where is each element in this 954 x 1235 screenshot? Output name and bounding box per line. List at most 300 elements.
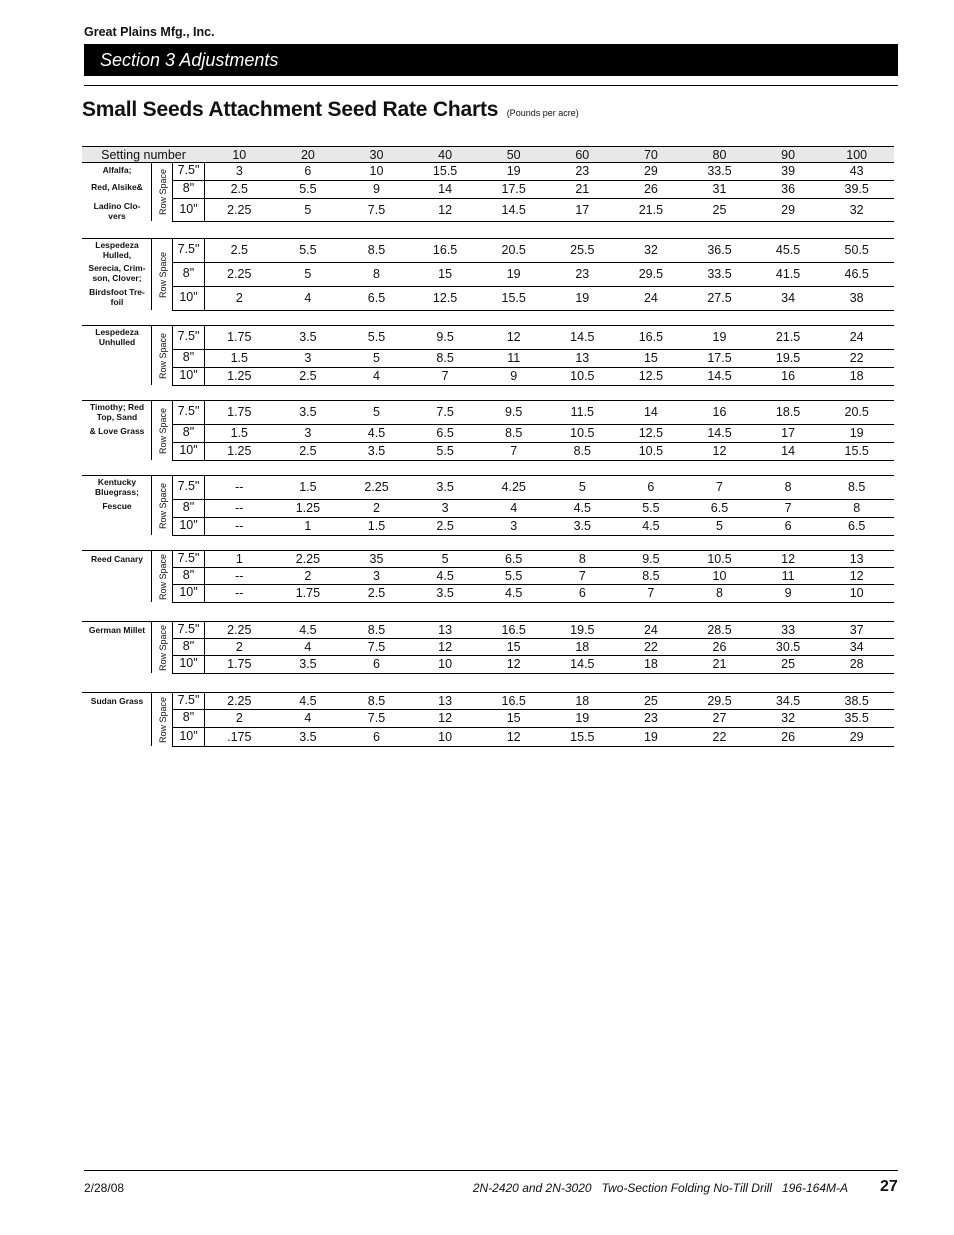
rate-cell: 32 [643,243,658,257]
rate-cell: 3.5 [436,480,454,494]
rate-cell: 1.75 [295,586,321,600]
row-spacing-cell: 10" [172,655,205,674]
row-spacing-cell: 10" [172,517,205,536]
rate-cell: 8.5 [436,351,454,365]
rate-cell: 2.5 [230,243,248,257]
rate-cell: 12 [849,569,864,583]
setting-header-cell: 10 [232,148,247,162]
row-spacing-cell: 8" [172,499,205,518]
row-spacing-cell: 7.5" [172,238,205,263]
row-spacing-cell: 10" [172,367,205,386]
table-row [172,326,894,350]
rate-cell: 5.5 [299,243,317,257]
rate-cell: 7 [578,569,586,583]
row-spacing-cell: 7.5" [172,325,205,350]
rate-cell: 5.5 [436,444,454,458]
table-row [172,728,894,747]
crop-block [82,400,894,460]
rate-cell: 29 [643,164,658,178]
rate-cell: 25.5 [570,243,595,257]
rate-cell: 39 [781,164,796,178]
row-space-column [151,476,173,535]
rate-cell: 7 [784,501,792,515]
rate-cell: 18 [643,657,658,671]
rate-cell: 10 [438,657,453,671]
rate-cell: 6 [373,730,380,744]
rate-cell: 1.25 [227,444,252,458]
rate-cell: 4.5 [642,519,660,533]
rate-cell: 14.5 [501,203,526,217]
rate-cell: 5 [716,519,723,533]
table-row [172,401,894,425]
rate-cell: 3.5 [299,405,317,419]
rate-cell: 25 [643,694,658,708]
rate-cell: 19.5 [570,623,595,637]
rate-cell: 2 [235,711,243,725]
rate-cell: 23 [575,267,590,281]
rate-cell: 10 [369,164,384,178]
row-spacing-cell: 10" [172,198,205,222]
header-rule [84,85,898,86]
rate-cell: 6 [578,586,586,600]
rate-cell: 19 [506,267,521,281]
rate-cell: 6 [373,657,380,671]
rate-cell: 4 [510,501,518,515]
row-spacing-cell: 8" [172,424,205,443]
rate-cell: 4 [304,640,312,654]
crop-name-label: Red, Alsike& [91,182,143,192]
row-space-column [151,163,173,221]
rate-cell: 19 [506,164,521,178]
rate-cell: 16.5 [501,623,526,637]
rate-cell: 7 [716,480,723,494]
rate-cell: 10 [712,569,727,583]
rate-cell: 21.5 [775,330,801,344]
rate-cell: 4.5 [299,623,317,637]
rate-cell: 13 [849,552,864,566]
row-spacing-cell: 10" [172,442,205,461]
table-row [172,622,894,639]
rate-cell: 2.5 [230,182,248,196]
rate-cell: .175 [227,730,252,744]
rate-cell: 2 [304,569,312,583]
rate-cell: 12 [712,444,727,458]
rate-cell: 2.5 [299,369,317,383]
rate-cell: 8.5 [573,444,591,458]
rate-cell: 34 [781,291,796,305]
rate-cell: 8.5 [367,694,386,708]
row-spacing-cell: 7.5" [172,692,205,710]
rate-cell: 2.5 [436,519,454,533]
rate-cell: 1 [304,519,312,533]
crop-block [82,621,894,673]
page-title-units: (Pounds per acre) [506,108,579,118]
rate-cell: -- [235,569,244,583]
rate-cell: 5.5 [299,182,317,196]
row-space-label: Row Space [157,696,168,743]
rate-cell: 8.5 [504,426,523,440]
rate-cell: 6.5 [436,426,454,440]
rate-cell: 29 [849,730,864,744]
crop-name-label: German Millet [88,625,146,635]
rate-cell: 25 [781,657,796,671]
crop-name-label: Sudan Grass [90,696,144,706]
rate-cell: 19 [575,711,590,725]
page-number: 27 [880,1178,898,1195]
rate-cell: 3 [235,164,243,178]
row-spacing-cell: 8" [172,262,205,287]
rate-cell: -- [235,480,244,494]
rate-cell: 2 [373,501,380,515]
crop-name-label: Alfalfa; [102,165,132,175]
rate-cell: 5 [304,267,312,281]
rate-cell: 4.5 [573,501,591,515]
rate-cell: 8.5 [847,480,866,494]
rate-cell: 19 [643,730,658,744]
row-spacing-cell: 7.5" [172,162,205,181]
section-header-bar: Section 3 Adjustments [84,44,898,76]
rate-cell: 11 [507,351,521,365]
rate-cell: 14.5 [707,426,732,440]
rate-cell: 19 [575,291,590,305]
rate-cell: 26 [781,730,796,744]
rate-cell: 39.5 [844,182,869,196]
rate-cell: 27 [712,711,727,725]
rate-cell: 7 [510,444,518,458]
rate-cell: 18 [849,369,864,383]
rate-cell: 6.5 [847,519,866,533]
company-name: Great Plains Mfg., Inc. [84,25,215,39]
rate-cell: 16.5 [638,330,664,344]
rate-cell: 15.5 [844,444,869,458]
rate-cell: 15 [506,711,521,725]
row-spacing-cell: 7.5" [172,400,205,425]
rate-cell: 29 [781,203,796,217]
rate-cell: 7.5 [367,203,386,217]
rate-cell: -- [235,586,244,600]
rate-cell: 37 [849,623,864,637]
row-space-label: Row Space [157,332,168,379]
row-spacing-cell: 8" [172,638,205,656]
rate-cell: 7.5 [436,405,454,419]
crop-block [82,692,894,746]
rate-cell: 23 [643,711,658,725]
setting-header-cell: 80 [712,148,727,162]
rate-cell: 46.5 [844,267,869,281]
rate-cell: 12.5 [432,291,458,305]
rate-cell: 3.5 [436,586,454,600]
rate-cell: 13 [438,694,453,708]
rate-cell: 36.5 [707,243,732,257]
rate-cell: 7 [441,369,449,383]
setting-header-cell: 70 [643,148,658,162]
rate-cell: 2.25 [227,623,252,637]
rate-cell: 12 [781,552,796,566]
rate-cell: 1.75 [227,330,252,344]
rate-cell: 22 [849,351,864,365]
crop-name-label: Kentucky Bluegrass; [95,477,139,497]
rate-cell: 13 [438,623,453,637]
crop-name-label: Birdsfoot Tre- foil [89,287,145,307]
row-spacing-cell: 8" [172,349,205,368]
rate-cell: 24 [643,291,658,305]
rate-cell: 6.5 [504,552,523,566]
rate-cell: 20.5 [501,243,526,257]
table-row [172,500,894,518]
rate-cell: 5 [373,405,380,419]
rate-cell: 1.75 [227,657,252,671]
rate-cell: 33 [781,623,796,637]
rate-cell: 14 [781,444,796,458]
rate-cell: 30.5 [775,640,801,654]
rate-cell: 4 [304,291,312,305]
rate-cell: 15 [643,351,658,365]
rate-cell: 18.5 [775,405,801,419]
rate-cell: 15 [438,267,453,281]
setting-header-cell: 60 [575,148,590,162]
seed-rate-table-header [82,146,894,163]
rate-cell: 5 [373,351,380,365]
rate-cell: 26 [712,640,727,654]
setting-header-cell: 40 [438,148,453,162]
rate-cell: 50.5 [844,243,869,257]
rate-cell: 14 [643,405,658,419]
rate-cell: 19 [712,330,727,344]
row-space-label: Row Space [157,482,168,529]
rate-cell: 16 [712,405,727,419]
rate-cell: 11 [781,569,795,583]
table-row [172,518,894,536]
rate-cell: 4.25 [501,480,526,494]
rate-cell: 14.5 [707,369,732,383]
rate-cell: 12 [438,711,453,725]
crop-block [82,325,894,385]
rate-cell: 14.5 [570,657,595,671]
footer-rule [84,1170,898,1171]
rate-cell: 20.5 [844,405,869,419]
row-space-label: Row Space [157,251,168,298]
rate-cell: 8.5 [367,243,386,257]
row-spacing-cell: 10" [172,727,205,747]
rate-cell: 8 [853,501,861,515]
rate-cell: 3.5 [367,444,386,458]
row-space-label: Row Space [157,624,168,671]
rate-cell: 2.25 [295,552,321,566]
rate-cell: 17.5 [501,182,526,196]
rate-cell: 5 [578,480,586,494]
rate-cell: 2.5 [367,586,386,600]
row-spacing-cell: 8" [172,567,205,585]
rate-cell: 3 [304,426,312,440]
rate-cell: 24 [849,330,864,344]
rate-cell: 10.5 [570,426,595,440]
rate-cell: 9 [510,369,518,383]
rate-cell: 17 [781,426,796,440]
rate-cell: 8.5 [642,569,660,583]
rate-cell: 28 [849,657,864,671]
crop-name-label: Lespedeza Hulled, [95,240,139,260]
row-spacing-cell: 7.5" [172,621,205,639]
rate-cell: 9.5 [504,405,523,419]
crop-name-label: Ladino Clo- vers [93,201,141,221]
rate-cell: 12 [506,330,521,344]
rate-cell: 4 [373,369,380,383]
rate-cell: 5 [441,552,449,566]
rate-cell: 21 [575,182,590,196]
row-space-column [151,622,173,673]
page-title-main: Small Seeds Attachment Seed Rate Charts [82,98,499,121]
rate-cell: 1.5 [230,426,248,440]
rate-cell: 3.5 [573,519,591,533]
setting-header-cell: 30 [369,148,384,162]
rate-cell: 10.5 [707,552,732,566]
table-row [172,425,894,443]
rate-cell: 26 [643,182,658,196]
rate-cell: 7.5 [367,640,386,654]
rate-cell: 4.5 [436,569,454,583]
rate-cell: 2.25 [364,480,389,494]
table-row [172,656,894,674]
row-space-column [151,326,173,385]
rate-cell: 8.5 [367,623,386,637]
table-row [172,199,894,222]
rate-cell: 18 [575,694,590,708]
rate-cell: 33.5 [707,164,732,178]
row-spacing-cell: 8" [172,709,205,728]
rate-cell: 3 [510,519,518,533]
rate-cell: 8 [784,480,792,494]
rate-cell: 19.5 [775,351,801,365]
table-row [172,476,894,500]
rate-cell: 12 [506,730,521,744]
setting-header-cell: 100 [846,148,868,162]
rate-cell: 1.5 [230,351,248,365]
rate-cell: 8 [716,586,723,600]
rate-cell: 33.5 [707,267,732,281]
table-row [172,287,894,311]
table-row [172,263,894,287]
rate-cell: 17.5 [707,351,732,365]
table-row [172,693,894,710]
row-spacing-cell: 7.5" [172,550,205,568]
rate-cell: 4.5 [299,694,317,708]
rate-cell: 29.5 [638,267,664,281]
crop-block [82,550,894,602]
crop-block [82,475,894,535]
rate-cell: 7.5 [367,711,386,725]
rate-cell: 12 [438,203,453,217]
rate-cell: 2.25 [227,203,252,217]
row-spacing-cell: 10" [172,584,205,603]
row-spacing-cell: 8" [172,180,205,199]
rate-cell: 23 [575,164,590,178]
rate-cell: 4.5 [504,586,523,600]
rate-cell: 10 [438,730,453,744]
rate-cell: 38.5 [844,694,869,708]
rate-cell: 1.5 [299,480,317,494]
crop-name-label: Reed Canary [91,554,143,564]
rate-cell: 21 [712,657,727,671]
row-space-label: Row Space [157,553,168,600]
rate-cell: 22 [643,640,658,654]
rate-cell: 32 [849,203,864,217]
rate-cell: 13 [575,351,590,365]
setting-header-cell: 50 [506,148,521,162]
rate-cell: 9.5 [436,330,454,344]
crop-block [82,238,894,310]
rate-cell: 16.5 [432,243,458,257]
rate-cell: 15.5 [570,730,595,744]
rate-cell: 35.5 [844,711,869,725]
rate-cell: 3 [373,569,380,583]
rate-cell: 6 [304,164,312,178]
table-row [172,710,894,728]
table-row [172,639,894,656]
rate-cell: 8 [373,267,380,281]
rate-cell: 22 [712,730,727,744]
setting-header-cell: 20 [300,148,315,162]
table-row [172,239,894,263]
rate-cell: 4 [304,711,312,725]
rate-cell: 12 [506,657,521,671]
rate-cell: 6 [784,519,792,533]
rate-cell: 11.5 [570,405,594,419]
rate-cell: 24 [643,623,658,637]
rate-cell: 15.5 [432,164,458,178]
rate-cell: 10 [849,586,864,600]
rate-cell: 19 [849,426,864,440]
table-row [172,443,894,461]
crop-name-label: Fescue [102,501,132,511]
rate-cell: 3 [441,501,449,515]
rate-cell: 15 [506,640,521,654]
row-space-label: Row Space [157,168,168,216]
rate-cell: 10.5 [638,444,664,458]
row-spacing-cell: 7.5" [172,475,205,500]
rate-cell: 12.5 [638,426,664,440]
rate-cell: 2 [235,640,243,654]
rate-cell: 34.5 [775,694,801,708]
rate-cell: 3.5 [299,657,317,671]
rate-cell: 3.5 [299,330,317,344]
crop-name-label: Serecia, Crim- son, Clover; [88,263,146,283]
rate-cell: 32 [781,711,796,725]
rate-cell: 1.25 [227,369,252,383]
rate-cell: 12.5 [638,369,664,383]
row-space-label: Row Space [157,407,168,454]
rate-cell: 38 [849,291,864,305]
rate-cell: 5.5 [504,569,523,583]
crop-name-label: Timothy; Red Top, Sand [89,402,145,422]
table-row [172,568,894,585]
rate-cell: 1.5 [367,519,386,533]
rate-cell: 41.5 [775,267,801,281]
rate-cell: 15.5 [501,291,526,305]
rate-cell: 9 [784,586,792,600]
rate-cell: 43 [849,164,864,178]
page-title [82,98,579,122]
row-spacing-cell: 10" [172,286,205,311]
rate-cell: 2.5 [299,444,317,458]
rate-cell: 21.5 [638,203,664,217]
rate-cell: 10.5 [570,369,595,383]
table-row [172,163,894,181]
rate-cell: 2 [235,291,243,305]
rate-cell: 1 [235,552,243,566]
rate-cell: 31 [712,182,727,196]
table-row [172,551,894,568]
crop-name-label: Lespedeza Unhulled [95,327,139,347]
